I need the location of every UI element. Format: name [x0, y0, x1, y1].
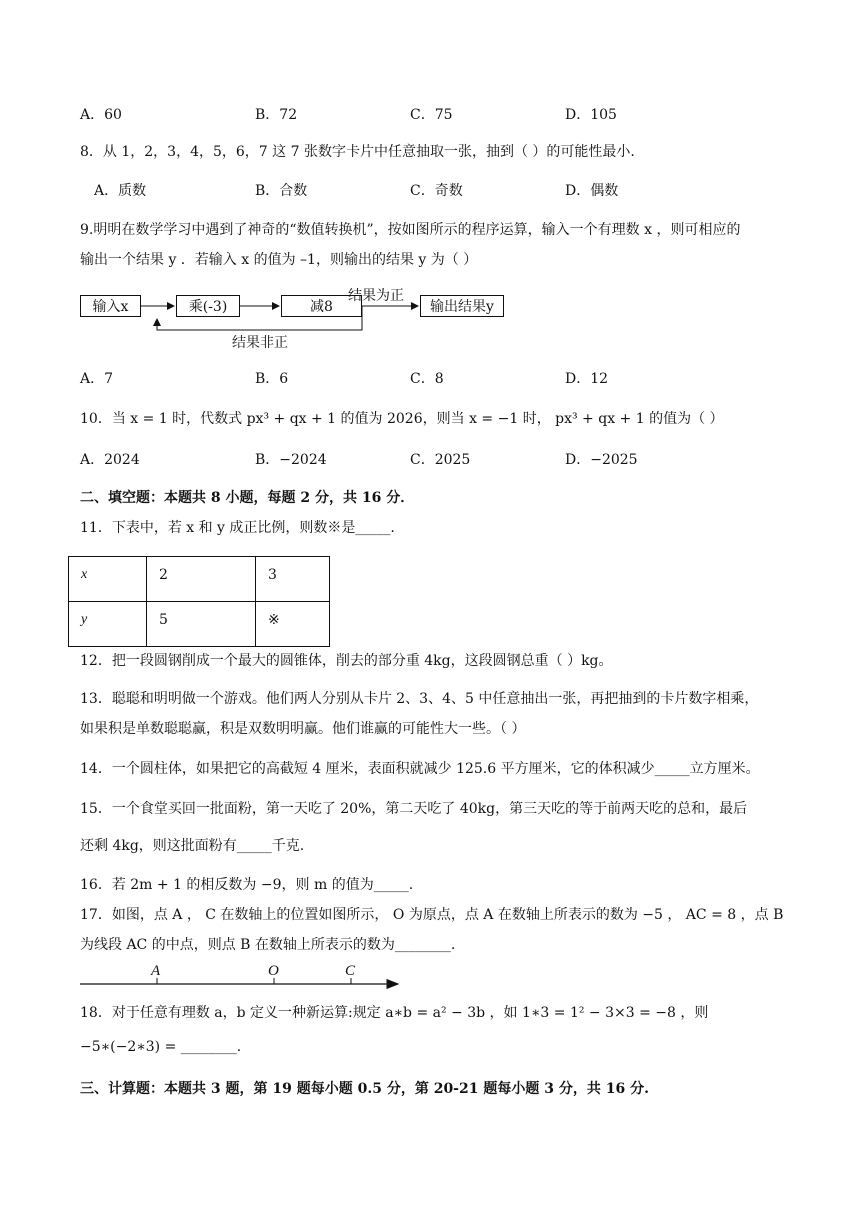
axis-label-o: O	[268, 963, 279, 979]
q9-option-a: A．7	[80, 371, 114, 387]
q15-question-line2: 还剩 4kg，则这批面粉有_____千克.	[80, 838, 305, 854]
q18-question-line2: −5∗(−2∗3) = ________.	[80, 1039, 242, 1055]
axis-label-c: C	[345, 963, 356, 979]
q10-option-c: C．2025	[410, 452, 471, 468]
q9-option-d: D．12	[565, 371, 609, 387]
flow-subtract-box: 减8	[281, 295, 362, 317]
q8-option-b: B．合数	[255, 183, 308, 199]
q8-option-c: C．奇数	[410, 183, 463, 199]
table-cell: y	[69, 602, 147, 647]
q8-option-d: D．偶数	[565, 183, 619, 199]
q7-option-c: C．75	[410, 107, 453, 123]
q17-question-line1: 17．如图，点 A ， C 在数轴上的位置如图所示， O 为原点，点 A 在数轴上所表示的数为 −5 ， AC = 8 ，点 B	[80, 907, 784, 923]
q13-question-line1: 13．聪聪和明明做一个游戏。他们两人分别从卡片 2、3、4、5 中任意抽出一张，再把抽到的卡片数字相乘，	[80, 691, 759, 707]
q10-question: 10．当 x = 1 时，代数式 px³ + qx + 1 的值为 2026，则当 x = −1 时， px³ + qx + 1 的值为（ ）	[80, 411, 724, 427]
q7-option-a: A．60	[80, 107, 122, 123]
flow-input-box: 输入x	[80, 295, 141, 317]
table-cell: x	[69, 557, 147, 602]
table-cell: 3	[256, 557, 330, 602]
q10-option-a: A．2024	[80, 452, 140, 468]
q14-question: 14．一个圆柱体，如果把它的高截短 4 厘米，表面积就减少 125.6 平方厘米，它的体积减少_____立方厘米。	[80, 761, 760, 777]
q9-option-c: C．8	[410, 371, 444, 387]
flow-multiply-box: 乘(-3)	[176, 295, 240, 317]
section3-heading: 三、计算题：本题共 3 题，第 19 题每小题 0.5 分，第 20-21 题每小题 3 分，共 16 分.	[80, 1081, 649, 1097]
axis-label-a: A	[151, 963, 161, 979]
q9-question-line2: 输出一个结果 y ．若输入 x 的值为 –1，则输出的结果 y 为（ ）	[80, 252, 478, 268]
flow-output-box: 输出结果y	[420, 295, 504, 317]
q7-option-d: D．105	[565, 107, 617, 123]
q10-option-b: B．−2024	[255, 452, 327, 468]
q13-question-line2: 如果积是单数聪聪赢，积是双数明明赢。他们谁赢的可能性大一些。（ ）	[80, 721, 526, 737]
q7-option-b: B．72	[255, 107, 298, 123]
q12-question: 12．把一段圆钢削成一个最大的圆锥体，削去的部分重 4kg，这段圆钢总重（ ）kg。	[80, 653, 613, 669]
q8-question: 8．从 1，2，3，4，5，6，7 这 7 张数字卡片中任意抽取一张，抽到（ ）的可能性最小.	[80, 144, 635, 160]
table-cell: 5	[147, 602, 256, 647]
flow-label-nonpositive: 结果非正	[232, 335, 288, 351]
q11-question: 11．下表中，若 x 和 y 成正比例，则数※是_____.	[80, 520, 395, 536]
q9-question-line1: 9.明明在数学学习中遇到了神奇的“数值转换机”，按如图所示的程序运算，输入一个有理数 x ，则可相应的	[80, 222, 741, 238]
q8-option-a: A．质数	[94, 183, 147, 199]
table-cell: 2	[147, 557, 256, 602]
q10-option-d: D．−2025	[565, 452, 638, 468]
flow-label-positive: 结果为正	[348, 288, 404, 304]
q9-option-b: B．6	[255, 371, 289, 387]
q17-question-line2: 为线段 AC 的中点，则点 B 在数轴上所表示的数为________.	[80, 937, 456, 953]
q15-question-line1: 15．一个食堂买回一批面粉，第一天吃了 20%，第二天吃了 40kg，第三天吃的等于前两天吃的总和，最后	[80, 801, 748, 817]
q18-question-line1: 18．对于任意有理数 a，b 定义一种新运算:规定 a∗b = a² − 3b ，如 1∗3 = 1² − 3×3 = −8 ，则	[80, 1005, 709, 1021]
q16-question: 16．若 2m + 1 的相反数为 −9，则 m 的值为_____.	[80, 877, 414, 893]
table-cell: ※	[256, 602, 330, 647]
section2-heading: 二、填空题：本题共 8 小题，每题 2 分，共 16 分．	[80, 490, 415, 506]
